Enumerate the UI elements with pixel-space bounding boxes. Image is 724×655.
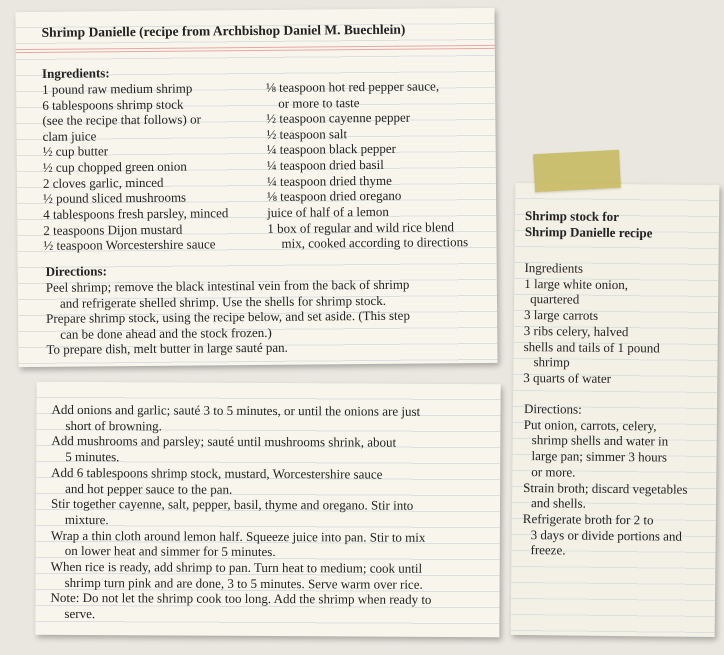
- ingredient-line: 1 large white onion,: [524, 275, 629, 292]
- ingredient-line: (see the recipe that follows) or: [42, 111, 201, 128]
- continued-directions-card: [35, 382, 500, 637]
- ingredient-line: mix, cooked according to directions: [281, 234, 469, 251]
- ingredient-line: ½ cup butter: [42, 143, 109, 159]
- ingredient-line: shrimp: [533, 354, 570, 370]
- direction-line: 5 minutes.: [65, 449, 120, 465]
- ingredient-line: 2 cloves garlic, minced: [42, 174, 164, 191]
- direction-line: Wrap a thin cloth around lemon half. Squeeze juice into pan. Stir to mix: [50, 527, 426, 545]
- stock-ingredients-heading: Ingredients: [524, 260, 584, 276]
- direction-line: Stir together cayenne, salt, pepper, basil, thyme and oregano. Stir into: [50, 496, 414, 513]
- ingredient-line: ½ teaspoon cayenne pepper: [266, 109, 411, 126]
- direction-line: on lower heat and simmer for 5 minutes.: [64, 543, 276, 560]
- stock-directions: [522, 401, 688, 560]
- direction-line: Note: Do not let the shrimp cook too long. Add the shrimp when ready to: [50, 590, 432, 608]
- ingredient-line: ⅛ teaspoon dried oregano: [267, 187, 402, 204]
- direction-line: Put onion, carrots, celery,: [523, 416, 657, 434]
- directions-continued: [50, 402, 432, 624]
- direction-line: When rice is ready, add shrimp to pan. Turn heat to medium; cook until: [50, 558, 423, 576]
- ingredient-line: ½ cup chopped green onion: [42, 158, 187, 175]
- directions-heading: Directions:: [45, 263, 107, 279]
- ingredient-line: 1 box of regular and wild rice blend: [267, 219, 455, 236]
- direction-line: can be done ahead and the stock frozen.): [60, 324, 272, 342]
- direction-line: 3 days or divide portions and: [530, 526, 683, 544]
- masking-tape: [533, 150, 621, 192]
- ingredient-line: or more to taste: [278, 95, 360, 111]
- direction-line: serve.: [64, 606, 96, 622]
- ingredient-line: 2 teaspoons Dijon mustard: [43, 221, 183, 238]
- direction-line: Prepare shrimp stock, using the recipe below, and set aside. (This step: [46, 307, 410, 326]
- direction-line: or more.: [531, 463, 576, 480]
- ingredient-line: 6 tablespoons shrimp stock: [42, 96, 184, 113]
- ingredient-line: ½ teaspoon Worcestershire sauce: [43, 236, 216, 253]
- direction-line: and hot pepper sauce to the pan.: [65, 480, 233, 497]
- ingredient-line: ¼ teaspoon black pepper: [266, 140, 396, 157]
- main-recipe-card: [15, 8, 497, 367]
- ingredient-line: quartered: [530, 291, 580, 308]
- direction-line: and refrigerate shelled shrimp. Use the shells for shrimp stock.: [59, 292, 387, 311]
- ingredient-line: ½ teaspoon salt: [266, 126, 348, 142]
- direction-line: shrimp shells and water in: [531, 432, 669, 449]
- direction-line: To prepare dish, melt butter in large sauté pan.: [46, 339, 288, 357]
- ingredient-line: 3 ribs celery, halved: [523, 322, 629, 339]
- ingredient-line: ⅛ teaspoon hot red pepper sauce,: [266, 78, 440, 95]
- stock-ingredients: [523, 260, 660, 387]
- direction-line: Add mushrooms and parsley; sauté until mushrooms shrink, about: [51, 433, 397, 451]
- ingredient-line: shells and tails of 1 pound: [523, 338, 660, 355]
- ingredient-line: 3 large carrots: [523, 307, 599, 323]
- stock-title: Shrimp stock for: [524, 208, 619, 225]
- recipe-title: Shrimp Danielle (recipe from Archbishop Daniel M. Buechlein): [41, 21, 406, 40]
- direction-line: Strain broth; discard vegetables: [523, 479, 688, 497]
- shrimp-stock-card: [511, 183, 720, 637]
- direction-line: Add 6 tablespoons shrimp stock, mustard, Worcestershire sauce: [51, 464, 383, 482]
- ingredient-line: ½ pound sliced mushrooms: [43, 189, 187, 206]
- ingredient-line: juice of half of a lemon: [267, 203, 389, 220]
- stock-title: Shrimp Danielle recipe: [524, 224, 653, 241]
- ingredient-line: ¼ teaspoon dried basil: [266, 156, 384, 173]
- direction-line: Peel shrimp; remove the black intestinal vein from the back of shrimp: [45, 276, 410, 295]
- direction-line: mixture.: [64, 511, 109, 528]
- direction-line: short of browning.: [65, 417, 162, 434]
- direction-line: Refrigerate broth for 2 to: [522, 510, 654, 528]
- direction-line: and shells.: [530, 495, 586, 511]
- ingredients-heading: Ingredients:: [41, 65, 110, 81]
- ingredient-line: ¼ teaspoon dried thyme: [266, 172, 392, 189]
- direction-line: Add onions and garlic; sauté 3 to 5 minutes, or until the onions are just: [51, 401, 421, 419]
- ingredient-line: 3 quarts of water: [523, 369, 612, 386]
- stock-directions-heading: Directions:: [523, 401, 582, 417]
- ingredient-line: 4 tablespoons fresh parsley, minced: [43, 205, 229, 222]
- direction-line: shrimp turn pink and are done, 3 to 5 minutes. Serve warm over rice.: [64, 574, 423, 592]
- direction-line: large pan; simmer 3 hours: [531, 448, 668, 465]
- ingredient-line: 1 pound raw medium shrimp: [42, 80, 193, 97]
- ingredient-line: clam juice: [42, 128, 97, 144]
- direction-line: freeze.: [530, 542, 566, 558]
